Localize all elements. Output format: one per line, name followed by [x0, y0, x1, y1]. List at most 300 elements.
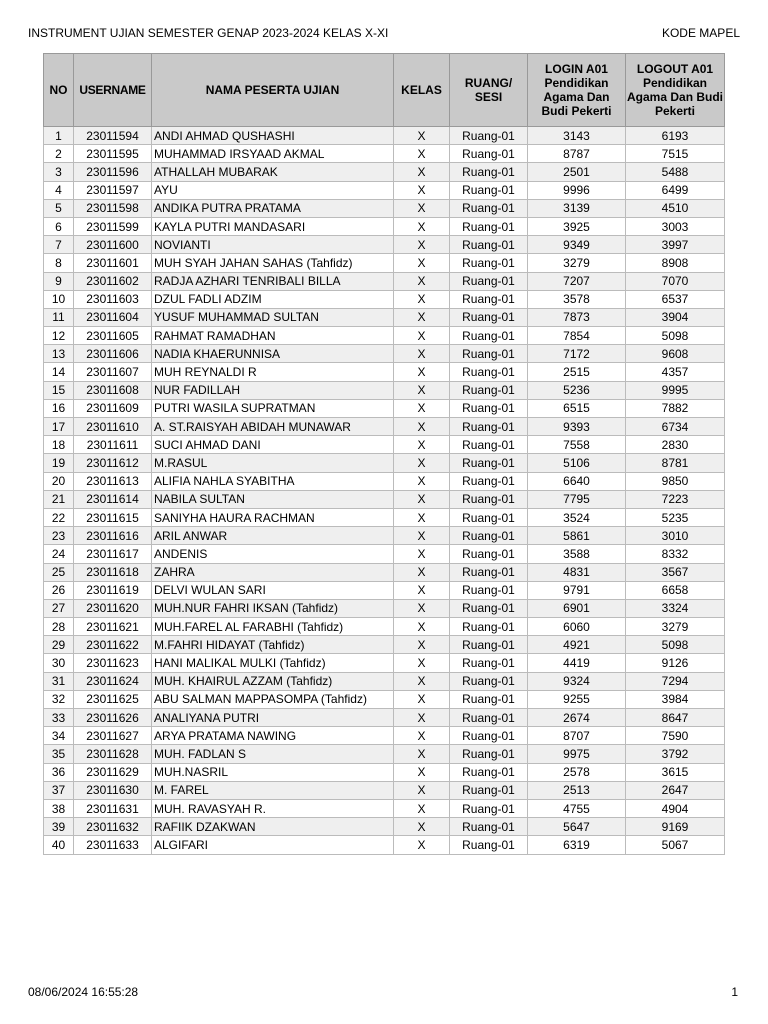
subject-code-label: KODE MAPEL [661, 26, 740, 40]
cell-username: 23011624 [74, 672, 152, 690]
participant-table [43, 53, 725, 855]
cell-no: 17 [44, 418, 74, 436]
table-row [44, 418, 725, 436]
table-row [44, 272, 725, 290]
cell-no: 35 [44, 745, 74, 763]
cell-kelas: X [394, 599, 450, 617]
cell-username: 23011606 [74, 345, 152, 363]
cell-no: 26 [44, 581, 74, 599]
cell-nama: PUTRI WASILA SUPRATMAN [152, 399, 394, 417]
cell-no: 27 [44, 599, 74, 617]
cell-ruang: Ruang-01 [450, 290, 528, 308]
cell-username: 23011598 [74, 199, 152, 217]
table-row [44, 327, 725, 345]
cell-kelas: X [394, 308, 450, 326]
cell-no: 37 [44, 781, 74, 799]
col-header-kelas: KELAS [394, 54, 450, 127]
cell-ruang: Ruang-01 [450, 199, 528, 217]
cell-ruang: Ruang-01 [450, 145, 528, 163]
table-row [44, 145, 725, 163]
cell-no: 11 [44, 308, 74, 326]
cell-login: 7854 [528, 327, 626, 345]
table-header-row [44, 54, 725, 127]
cell-logout: 5235 [626, 508, 725, 526]
cell-ruang: Ruang-01 [450, 581, 528, 599]
cell-logout: 8332 [626, 545, 725, 563]
cell-logout: 9169 [626, 818, 725, 836]
cell-no: 38 [44, 799, 74, 817]
cell-kelas: X [394, 527, 450, 545]
cell-logout: 5098 [626, 636, 725, 654]
cell-kelas: X [394, 818, 450, 836]
cell-ruang: Ruang-01 [450, 836, 528, 854]
cell-kelas: X [394, 690, 450, 708]
table-row [44, 618, 725, 636]
table-row [44, 818, 725, 836]
cell-username: 23011608 [74, 381, 152, 399]
cell-kelas: X [394, 727, 450, 745]
cell-nama: SANIYHA HAURA RACHMAN [152, 508, 394, 526]
cell-kelas: X [394, 145, 450, 163]
cell-no: 16 [44, 399, 74, 417]
table-row [44, 527, 725, 545]
cell-login: 3139 [528, 199, 626, 217]
cell-kelas: X [394, 563, 450, 581]
cell-kelas: X [394, 508, 450, 526]
cell-nama: ANALIYANA PUTRI [152, 709, 394, 727]
cell-logout: 3567 [626, 563, 725, 581]
cell-login: 9975 [528, 745, 626, 763]
cell-login: 5236 [528, 381, 626, 399]
cell-logout: 7070 [626, 272, 725, 290]
table-row [44, 472, 725, 490]
cell-login: 5861 [528, 527, 626, 545]
cell-login: 2578 [528, 763, 626, 781]
cell-ruang: Ruang-01 [450, 818, 528, 836]
cell-nama: AYU [152, 181, 394, 199]
cell-nama: MUHAMMAD IRSYAAD AKMAL [152, 145, 394, 163]
cell-username: 23011601 [74, 254, 152, 272]
cell-logout: 6193 [626, 127, 725, 145]
cell-kelas: X [394, 745, 450, 763]
cell-logout: 3279 [626, 618, 725, 636]
cell-nama: MUH.NASRIL [152, 763, 394, 781]
cell-username: 23011623 [74, 654, 152, 672]
cell-username: 23011615 [74, 508, 152, 526]
table-row [44, 290, 725, 308]
table-row [44, 345, 725, 363]
table-row [44, 381, 725, 399]
cell-kelas: X [394, 363, 450, 381]
cell-nama: ARYA PRATAMA NAWING [152, 727, 394, 745]
cell-nama: MUH.FAREL AL FARABHI (Tahfidz) [152, 618, 394, 636]
cell-username: 23011633 [74, 836, 152, 854]
cell-no: 6 [44, 217, 74, 235]
cell-username: 23011607 [74, 363, 152, 381]
cell-no: 36 [44, 763, 74, 781]
cell-kelas: X [394, 654, 450, 672]
cell-ruang: Ruang-01 [450, 254, 528, 272]
cell-kelas: X [394, 381, 450, 399]
cell-login: 7558 [528, 436, 626, 454]
cell-no: 23 [44, 527, 74, 545]
cell-kelas: X [394, 127, 450, 145]
cell-logout: 6658 [626, 581, 725, 599]
table-row [44, 799, 725, 817]
cell-ruang: Ruang-01 [450, 654, 528, 672]
cell-ruang: Ruang-01 [450, 490, 528, 508]
cell-username: 23011604 [74, 308, 152, 326]
cell-username: 23011595 [74, 145, 152, 163]
cell-ruang: Ruang-01 [450, 527, 528, 545]
table-row [44, 636, 725, 654]
cell-username: 23011609 [74, 399, 152, 417]
cell-username: 23011611 [74, 436, 152, 454]
cell-kelas: X [394, 290, 450, 308]
cell-ruang: Ruang-01 [450, 763, 528, 781]
cell-nama: ATHALLAH MUBARAK [152, 163, 394, 181]
cell-login: 4419 [528, 654, 626, 672]
cell-ruang: Ruang-01 [450, 745, 528, 763]
table-row [44, 163, 725, 181]
cell-login: 7795 [528, 490, 626, 508]
cell-username: 23011602 [74, 272, 152, 290]
cell-login: 2515 [528, 363, 626, 381]
cell-no: 14 [44, 363, 74, 381]
cell-kelas: X [394, 490, 450, 508]
cell-login: 5106 [528, 454, 626, 472]
cell-login: 9791 [528, 581, 626, 599]
table-row [44, 181, 725, 199]
cell-no: 15 [44, 381, 74, 399]
cell-login: 3143 [528, 127, 626, 145]
cell-logout: 5067 [626, 836, 725, 854]
cell-login: 4755 [528, 799, 626, 817]
cell-no: 10 [44, 290, 74, 308]
cell-logout: 8781 [626, 454, 725, 472]
table-row [44, 745, 725, 763]
cell-nama: MUH. KHAIRUL AZZAM (Tahfidz) [152, 672, 394, 690]
cell-username: 23011622 [74, 636, 152, 654]
cell-no: 21 [44, 490, 74, 508]
cell-nama: RAFIIK DZAKWAN [152, 818, 394, 836]
cell-username: 23011619 [74, 581, 152, 599]
cell-nama: ALIFIA NAHLA SYABITHA [152, 472, 394, 490]
cell-nama: M. FAREL [152, 781, 394, 799]
cell-ruang: Ruang-01 [450, 799, 528, 817]
cell-ruang: Ruang-01 [450, 308, 528, 326]
cell-ruang: Ruang-01 [450, 363, 528, 381]
page-number: 1 [731, 985, 738, 999]
cell-login: 9393 [528, 418, 626, 436]
table-row [44, 363, 725, 381]
cell-no: 28 [44, 618, 74, 636]
cell-ruang: Ruang-01 [450, 436, 528, 454]
cell-logout: 6537 [626, 290, 725, 308]
cell-nama: ANDIKA PUTRA PRATAMA [152, 199, 394, 217]
cell-nama: ALGIFARI [152, 836, 394, 854]
cell-logout: 9126 [626, 654, 725, 672]
cell-ruang: Ruang-01 [450, 599, 528, 617]
cell-logout: 5488 [626, 163, 725, 181]
cell-nama: ARIL ANWAR [152, 527, 394, 545]
cell-no: 7 [44, 236, 74, 254]
cell-no: 29 [44, 636, 74, 654]
table-row [44, 217, 725, 235]
cell-kelas: X [394, 618, 450, 636]
cell-username: 23011617 [74, 545, 152, 563]
cell-kelas: X [394, 454, 450, 472]
cell-nama: YUSUF MUHAMMAD SULTAN [152, 308, 394, 326]
cell-login: 3578 [528, 290, 626, 308]
cell-kelas: X [394, 418, 450, 436]
cell-ruang: Ruang-01 [450, 399, 528, 417]
cell-kelas: X [394, 799, 450, 817]
table-row [44, 236, 725, 254]
cell-logout: 2647 [626, 781, 725, 799]
cell-username: 23011599 [74, 217, 152, 235]
cell-ruang: Ruang-01 [450, 563, 528, 581]
table-row [44, 308, 725, 326]
cell-no: 39 [44, 818, 74, 836]
col-header-ruang: RUANG/ SESI [450, 54, 528, 127]
table-row [44, 399, 725, 417]
cell-username: 23011614 [74, 490, 152, 508]
table-row [44, 545, 725, 563]
table-row [44, 672, 725, 690]
cell-kelas: X [394, 763, 450, 781]
cell-username: 23011594 [74, 127, 152, 145]
cell-logout: 8908 [626, 254, 725, 272]
cell-ruang: Ruang-01 [450, 272, 528, 290]
cell-logout: 9995 [626, 381, 725, 399]
cell-login: 8707 [528, 727, 626, 745]
cell-login: 6319 [528, 836, 626, 854]
document-title: INSTRUMENT UJIAN SEMESTER GENAP 2023-2024 KELAS X-XI [28, 26, 389, 40]
table-row [44, 727, 725, 745]
cell-login: 6060 [528, 618, 626, 636]
cell-ruang: Ruang-01 [450, 545, 528, 563]
cell-kelas: X [394, 836, 450, 854]
table-row [44, 127, 725, 145]
cell-logout: 4510 [626, 199, 725, 217]
col-header-username: USERNAME [74, 54, 152, 127]
table-row [44, 709, 725, 727]
cell-ruang: Ruang-01 [450, 236, 528, 254]
cell-logout: 3010 [626, 527, 725, 545]
cell-login: 9996 [528, 181, 626, 199]
cell-nama: SUCI AHMAD DANI [152, 436, 394, 454]
cell-username: 23011631 [74, 799, 152, 817]
cell-kelas: X [394, 345, 450, 363]
cell-username: 23011616 [74, 527, 152, 545]
table-row [44, 781, 725, 799]
table-row [44, 199, 725, 217]
cell-username: 23011596 [74, 163, 152, 181]
table-row [44, 599, 725, 617]
cell-no: 4 [44, 181, 74, 199]
cell-username: 23011603 [74, 290, 152, 308]
cell-logout: 7223 [626, 490, 725, 508]
cell-login: 3524 [528, 508, 626, 526]
cell-ruang: Ruang-01 [450, 454, 528, 472]
cell-username: 23011626 [74, 709, 152, 727]
cell-nama: DZUL FADLI ADZIM [152, 290, 394, 308]
print-timestamp: 08/06/2024 16:55:28 [28, 985, 139, 999]
cell-username: 23011630 [74, 781, 152, 799]
cell-logout: 3904 [626, 308, 725, 326]
cell-no: 19 [44, 454, 74, 472]
cell-logout: 7590 [626, 727, 725, 745]
cell-kelas: X [394, 254, 450, 272]
cell-no: 24 [44, 545, 74, 563]
cell-nama: RADJA AZHARI TENRIBALI BILLA [152, 272, 394, 290]
cell-kelas: X [394, 581, 450, 599]
cell-login: 7873 [528, 308, 626, 326]
cell-logout: 4904 [626, 799, 725, 817]
table-body [44, 127, 725, 855]
col-header-logout: LOGOUT A01 Pendidikan Agama Dan Budi Pekerti [626, 54, 725, 127]
cell-no: 31 [44, 672, 74, 690]
cell-login: 2674 [528, 709, 626, 727]
cell-nama: ZAHRA [152, 563, 394, 581]
cell-login: 6901 [528, 599, 626, 617]
cell-ruang: Ruang-01 [450, 781, 528, 799]
cell-nama: NOVIANTI [152, 236, 394, 254]
cell-logout: 7515 [626, 145, 725, 163]
cell-no: 13 [44, 345, 74, 363]
table-row [44, 654, 725, 672]
cell-logout: 5098 [626, 327, 725, 345]
table-row [44, 508, 725, 526]
cell-ruang: Ruang-01 [450, 181, 528, 199]
cell-username: 23011628 [74, 745, 152, 763]
cell-logout: 6734 [626, 418, 725, 436]
cell-kelas: X [394, 436, 450, 454]
cell-kelas: X [394, 217, 450, 235]
cell-kelas: X [394, 199, 450, 217]
table-row [44, 490, 725, 508]
cell-no: 30 [44, 654, 74, 672]
cell-nama: ANDI AHMAD QUSHASHI [152, 127, 394, 145]
cell-username: 23011597 [74, 181, 152, 199]
cell-no: 32 [44, 690, 74, 708]
cell-no: 12 [44, 327, 74, 345]
cell-no: 33 [44, 709, 74, 727]
cell-kelas: X [394, 781, 450, 799]
cell-logout: 3792 [626, 745, 725, 763]
cell-ruang: Ruang-01 [450, 618, 528, 636]
cell-logout: 3324 [626, 599, 725, 617]
cell-nama: ANDENIS [152, 545, 394, 563]
cell-ruang: Ruang-01 [450, 381, 528, 399]
cell-kelas: X [394, 181, 450, 199]
cell-kelas: X [394, 399, 450, 417]
cell-logout: 6499 [626, 181, 725, 199]
cell-ruang: Ruang-01 [450, 345, 528, 363]
cell-ruang: Ruang-01 [450, 709, 528, 727]
cell-username: 23011600 [74, 236, 152, 254]
cell-login: 7207 [528, 272, 626, 290]
cell-username: 23011610 [74, 418, 152, 436]
cell-no: 18 [44, 436, 74, 454]
cell-ruang: Ruang-01 [450, 727, 528, 745]
cell-nama: NABILA SULTAN [152, 490, 394, 508]
cell-kelas: X [394, 236, 450, 254]
col-header-login: LOGIN A01 Pendidikan Agama Dan Budi Pekerti [528, 54, 626, 127]
cell-ruang: Ruang-01 [450, 472, 528, 490]
cell-logout: 7882 [626, 399, 725, 417]
cell-username: 23011627 [74, 727, 152, 745]
cell-logout: 3615 [626, 763, 725, 781]
cell-username: 23011625 [74, 690, 152, 708]
cell-login: 6515 [528, 399, 626, 417]
cell-username: 23011621 [74, 618, 152, 636]
cell-login: 9349 [528, 236, 626, 254]
cell-logout: 3997 [626, 236, 725, 254]
cell-ruang: Ruang-01 [450, 217, 528, 235]
table-row [44, 454, 725, 472]
cell-ruang: Ruang-01 [450, 163, 528, 181]
cell-nama: M.RASUL [152, 454, 394, 472]
cell-no: 34 [44, 727, 74, 745]
cell-username: 23011612 [74, 454, 152, 472]
cell-login: 4921 [528, 636, 626, 654]
cell-login: 3588 [528, 545, 626, 563]
cell-kelas: X [394, 272, 450, 290]
cell-kelas: X [394, 472, 450, 490]
cell-nama: MUH. FADLAN S [152, 745, 394, 763]
cell-no: 25 [44, 563, 74, 581]
cell-nama: MUH. RAVASYAH R. [152, 799, 394, 817]
cell-nama: RAHMAT RAMADHAN [152, 327, 394, 345]
cell-logout: 3984 [626, 690, 725, 708]
cell-nama: DELVI WULAN SARI [152, 581, 394, 599]
cell-nama: M.FAHRI HIDAYAT (Tahfidz) [152, 636, 394, 654]
cell-nama: KAYLA PUTRI MANDASARI [152, 217, 394, 235]
cell-logout: 8647 [626, 709, 725, 727]
cell-ruang: Ruang-01 [450, 690, 528, 708]
cell-logout: 9608 [626, 345, 725, 363]
cell-username: 23011629 [74, 763, 152, 781]
cell-login: 9255 [528, 690, 626, 708]
cell-kelas: X [394, 163, 450, 181]
cell-nama: MUH SYAH JAHAN SAHAS (Tahfidz) [152, 254, 394, 272]
cell-login: 2501 [528, 163, 626, 181]
cell-ruang: Ruang-01 [450, 672, 528, 690]
cell-no: 2 [44, 145, 74, 163]
cell-logout: 9850 [626, 472, 725, 490]
cell-logout: 2830 [626, 436, 725, 454]
cell-kelas: X [394, 327, 450, 345]
col-header-no: NO [44, 54, 74, 127]
cell-kelas: X [394, 709, 450, 727]
col-header-nama: NAMA PESERTA UJIAN [152, 54, 394, 127]
cell-ruang: Ruang-01 [450, 418, 528, 436]
cell-login: 4831 [528, 563, 626, 581]
cell-no: 22 [44, 508, 74, 526]
cell-nama: MUH.NUR FAHRI IKSAN (Tahfidz) [152, 599, 394, 617]
cell-no: 1 [44, 127, 74, 145]
cell-nama: A. ST.RAISYAH ABIDAH MUNAWAR [152, 418, 394, 436]
cell-login: 3279 [528, 254, 626, 272]
cell-username: 23011613 [74, 472, 152, 490]
table-row [44, 581, 725, 599]
cell-ruang: Ruang-01 [450, 508, 528, 526]
table-row [44, 690, 725, 708]
table-row [44, 254, 725, 272]
cell-no: 5 [44, 199, 74, 217]
